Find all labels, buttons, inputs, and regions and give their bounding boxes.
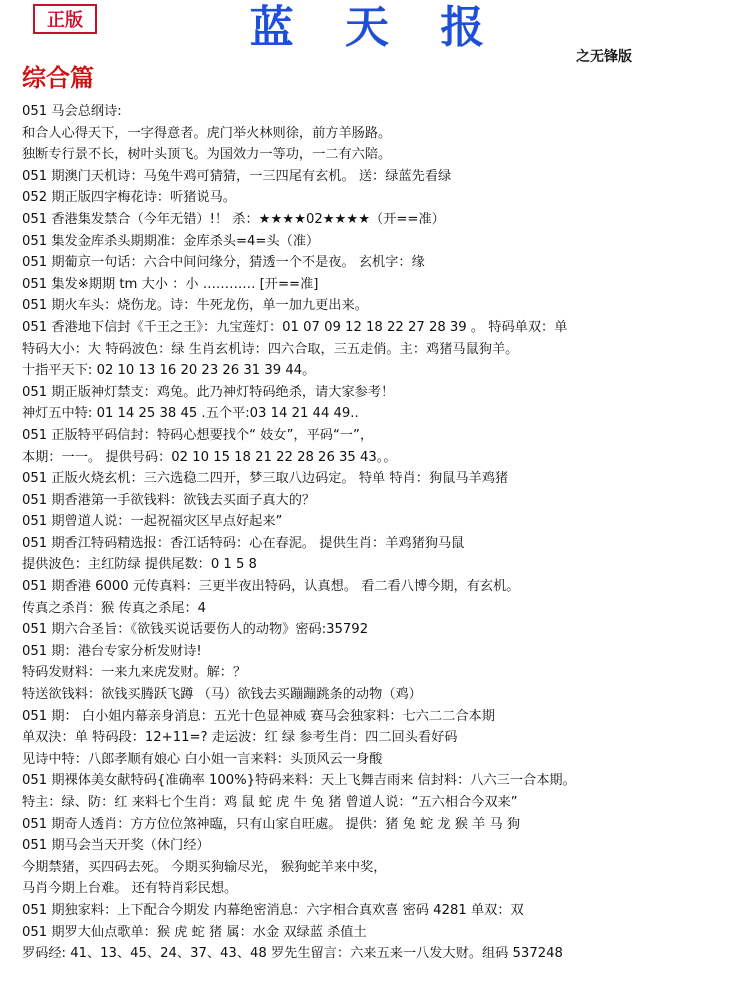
text-line: 独断专行景不长，树叶头顶飞。为国效力一等功，一二有六陪。 (22, 147, 392, 163)
text-line: 本期：一一。 提供号码：02 10 15 18 21 22 28 26 35 43。。 (22, 449, 397, 465)
text-line: 051 期六合圣旨：《欲钱买说话要伤人的动物》密码:35792 (22, 622, 369, 638)
text-line: 特码大小：大 特码波色：绿 生肖玄机诗：四六合取，三五走俏。主：鸡猪马鼠狗羊。 (22, 341, 519, 357)
text-line: 051 正版特平码信封：特码心想要找个“ 妓女”，平码“一”， (22, 427, 374, 443)
text-line: 特送欲钱料：欲钱买腾跃飞蹲 （马）欲钱去买蹦蹦跳条的动物（鸡） (22, 687, 422, 703)
text-line: 051 期曾道人说：一起祝福灾区早点好起来” (22, 514, 283, 530)
article-body (22, 101, 724, 965)
text-line: 十指平天下: 02 10 13 16 20 23 26 31 39 44。 (22, 363, 316, 379)
text-line: 马肖今期上台难。 还有特肖彩民想。 (22, 881, 238, 897)
section-title: 综合篇 (22, 63, 94, 92)
text-line: 特主：绿、防：红 来料七个生肖：鸡 鼠 蛇 虎 牛 兔 猪 曾道人说：“五六相合今双来” (22, 795, 518, 810)
text-line: 051 期香江特码精选报：香江话特码：心在春泥。 提供生肖：羊鸡猪狗马鼠 (22, 535, 465, 551)
text-line: 罗码经: 41、13、45、24、37、43、48 罗先生留言：六来五来一八发大财。组码 537248 (22, 946, 563, 962)
edition-label: 之无锋版 (576, 49, 632, 65)
text-line: 051 期正版神灯禁支：鸡兔。此乃神灯特码绝杀，请大家参考！ (22, 384, 395, 400)
genuine-badge: 正版 (33, 4, 97, 34)
text-line: 052 期正版四字梅花诗：听猪说马。 (22, 190, 236, 206)
text-line: 051 期澳门天机诗：马兔牛鸡可猜猜，一三四尾有玄机。 送：绿蓝先看绿 (22, 168, 452, 184)
text-line: 和合人心得天下，一字得意者。虎门举火林则徐，前方羊肠路。 (22, 125, 392, 141)
text-line: 神灯五中特: 01 14 25 38 45 .五个平:03 14 21 44 49.. (22, 406, 359, 422)
text-line: 051 期葡京一句话：六合中间问缘分，猜透一个不是夜。 玄机字：缘 (22, 255, 425, 271)
text-line: 051 期：港台专家分析发财诗! (22, 643, 202, 659)
text-line: 051 正版火烧玄机：三六选稳二四开，梦三取八边码定。 特单 特肖：狗鼠马羊鸡猪 (22, 471, 509, 487)
text-line: 051 马会总纲诗: (22, 104, 122, 119)
text-line: 051 期裸体美女献特码{准确率 100%}特码来料：天上飞舞吉雨来 信封料：八六三一合本期。 (22, 773, 576, 789)
text-line: 051 期火车头：烧伤龙。诗：牛死龙伤，单一加九更出来。 (22, 298, 368, 314)
text-line: 051 期独家料：上下配合今期发 内幕绝密消息：六字相合真欢喜 密码 4281 单双：双 (22, 902, 524, 918)
text-line: 今期禁猪，买四码去死。 今期买狗输尽光， 猴狗蛇羊来中奖， (22, 859, 387, 875)
text-line: 传真之杀肖：猴 传真之杀尾：4 (22, 600, 207, 616)
text-line: 051 期奇人透肖：方方位位煞神臨，只有山家自旺處。 提供：猪 兔 蛇 龙 猴 羊 马 狗 (22, 816, 521, 832)
text-line: 051 集发金库杀头期期准：金库杀头=4=头（准） (22, 233, 320, 249)
text-line: 051 期马会当天开奖（休门经） (22, 838, 210, 854)
text-line: 特码发财料：一来九来虎发财。解：？ (22, 665, 247, 681)
text-line: 051 集发※期期 tm 大小 ：小 ………… [开==准] (22, 276, 319, 292)
text-line: 提供波色：主红防绿 提供尾数：0 1 5 8 (22, 557, 257, 573)
text-line: 051 期： 白小姐内幕亲身消息：五光十色显神威 赛马会独家料：七六二二合本期 (22, 708, 495, 724)
text-line: 051 期香港第一手欲钱料：欲钱去买面子真大的？ (22, 492, 316, 508)
text-line: 051 期罗大仙点歌单：猴 虎 蛇 猪 属：水金 双绿蓝 杀值土 (22, 924, 367, 940)
text-line: 见诗中特：八郎孝顺有娘心 白小姐一言来料：头顶风云一身酸 (22, 751, 383, 767)
text-line: 单双決：单 特码段：12+11=? 走运波：红 绿 参考生肖：四二回头看好码 (22, 730, 458, 746)
newspaper-title: 蓝 天 报 (249, 2, 503, 53)
text-line: 051 香港地下信封《千王之王》：九宝莲灯：01 07 09 12 18 22 27 28 39 。 特码单双：单 (22, 319, 568, 335)
text-line: 051 期香港 6000 元传真料：三更半夜出特码，认真想。 看二看八博今期，有玄机。 (22, 579, 520, 595)
text-line: 051 香港集发禁合（今年无错）!！ 杀：★★★★02★★★★（开==准） (22, 211, 445, 227)
